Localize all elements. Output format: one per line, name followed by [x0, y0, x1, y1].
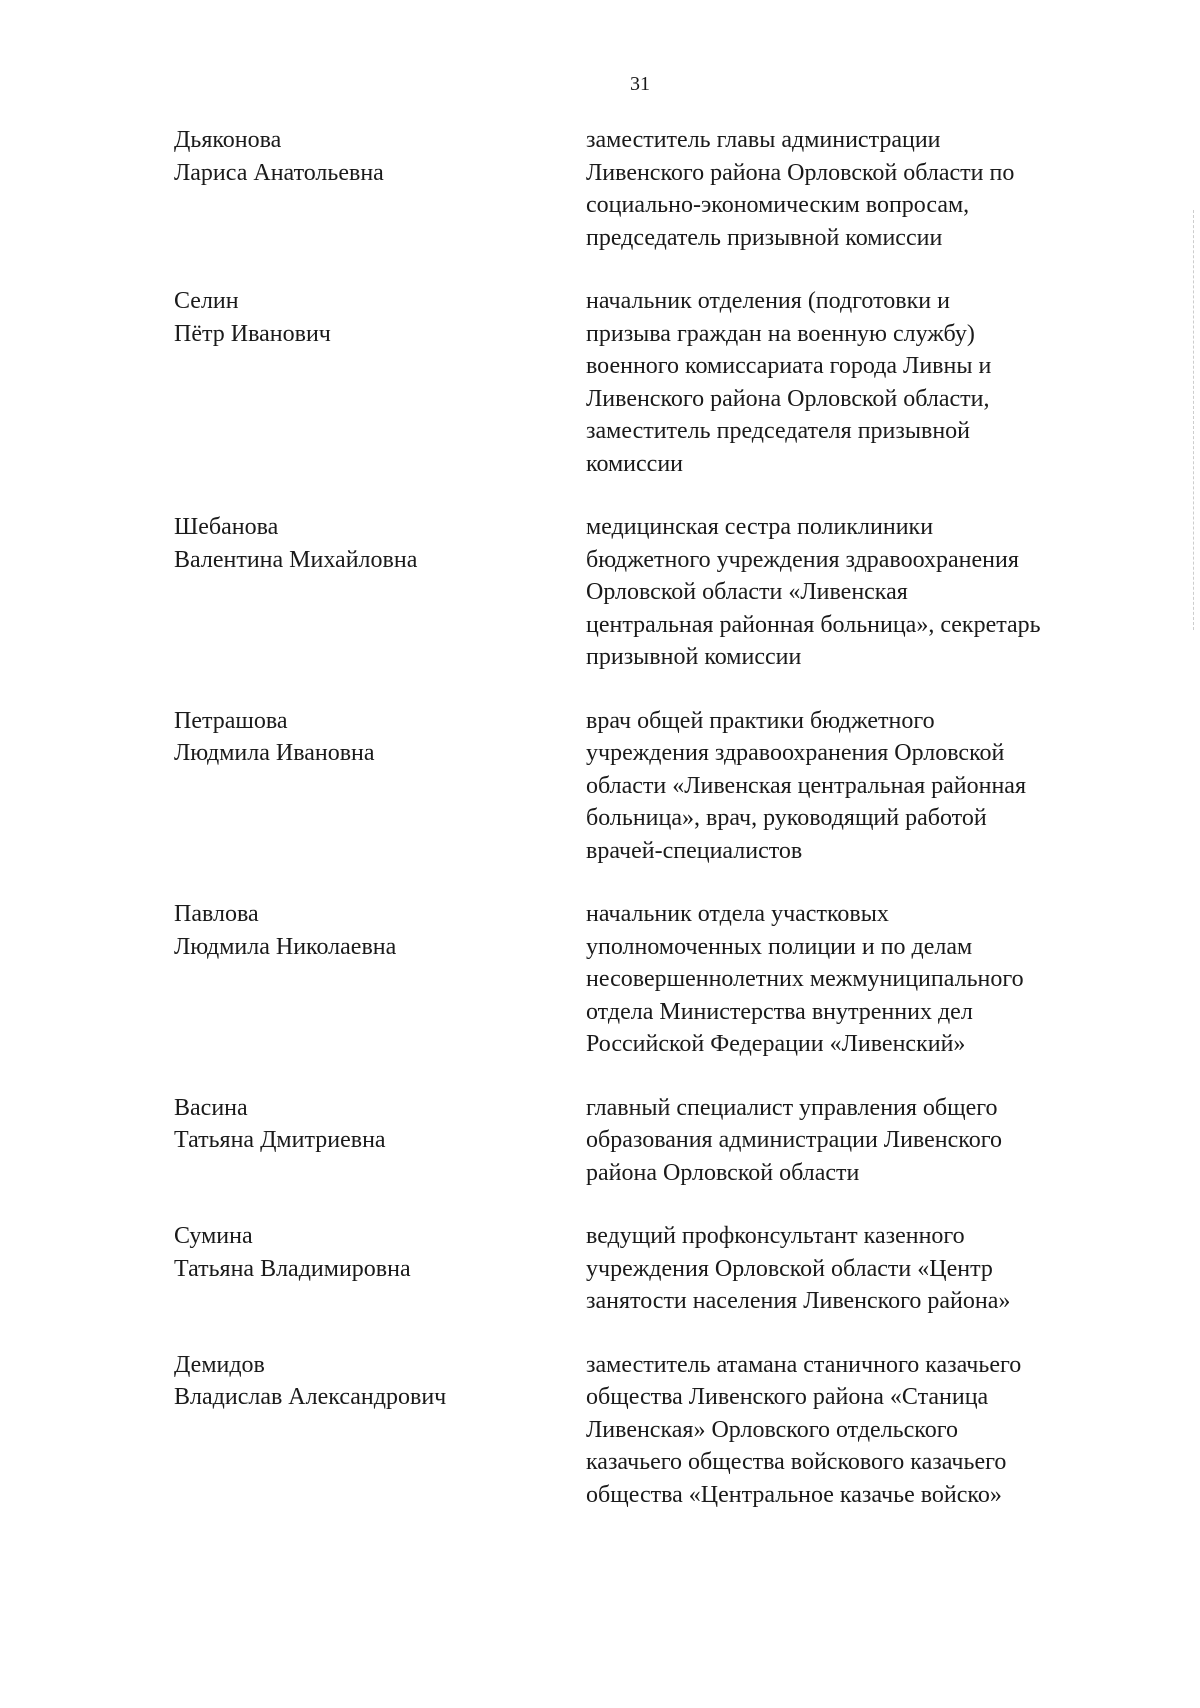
- member-position: [586, 1220, 1126, 1318]
- member-given-names: Людмила Николаевна: [174, 933, 397, 960]
- member-given-names: Татьяна Владимировна: [174, 1255, 411, 1282]
- position-line: заместитель главы администрации: [586, 127, 941, 153]
- member-name: [174, 898, 586, 963]
- member-entry: [174, 1220, 1134, 1318]
- position-line: образования администрации Ливенского: [586, 1127, 1002, 1153]
- member-position: [586, 124, 1126, 254]
- member-position: [586, 285, 1126, 480]
- member-given-names: Людмила Ивановна: [174, 740, 375, 766]
- member-entry: [174, 285, 1134, 480]
- position-line: заместитель атамана станичного казачьего: [586, 1351, 1022, 1378]
- member-name: [174, 705, 586, 770]
- member-surname: Павлова: [174, 901, 259, 927]
- member-position: [586, 1092, 1126, 1190]
- member-name: [174, 124, 586, 189]
- position-line: учреждения Орловской области «Центр: [586, 1255, 993, 1282]
- position-line: медицинская сестра поликлиники: [586, 514, 934, 540]
- position-line: несовершеннолетних межмуниципального: [586, 966, 1024, 992]
- position-line: центральная районная больница», секретарь: [586, 611, 1041, 638]
- position-line: призыва граждан на военную службу): [586, 320, 975, 347]
- member-entry: [174, 705, 1134, 868]
- position-line: врачей-специалистов: [586, 837, 803, 864]
- position-line: заместитель председателя призывной: [586, 418, 970, 444]
- member-surname: Демидов: [174, 1351, 265, 1378]
- member-name: [174, 285, 586, 350]
- position-line: комиссии: [586, 450, 684, 477]
- position-line: общества Ливенского района «Станица: [586, 1384, 989, 1410]
- position-line: больница», врач, руководящий работой: [586, 805, 987, 831]
- member-surname: Шебанова: [174, 514, 279, 540]
- position-line: ведущий профконсультант казенного: [586, 1223, 965, 1249]
- position-line: уполномоченных полиции и по делам: [586, 933, 973, 960]
- position-line: врач общей практики бюджетного: [586, 707, 935, 734]
- member-given-names: Валентина Михайловна: [174, 546, 418, 573]
- position-line: области «Ливенская центральная районная: [586, 772, 1026, 799]
- member-entry: [174, 1349, 1134, 1512]
- position-line: начальник отделения (подготовки и: [586, 288, 950, 314]
- position-line: военного комиссариата города Ливны и: [586, 353, 992, 379]
- member-surname: Дьяконова: [174, 127, 282, 153]
- member-position: [586, 1349, 1126, 1512]
- position-line: главный специалист управления общего: [586, 1094, 998, 1121]
- member-name: [174, 1220, 586, 1285]
- position-line: занятости населения Ливенского района»: [586, 1288, 1011, 1314]
- member-name: [174, 1092, 586, 1157]
- member-entry: [174, 898, 1134, 1061]
- position-line: Орловской области «Ливенская: [586, 579, 908, 605]
- member-entry: [174, 124, 1134, 254]
- member-name: [174, 511, 586, 576]
- page-number: 31: [630, 73, 650, 95]
- member-given-names: Пётр Иванович: [174, 320, 331, 347]
- position-line: Ливенская» Орловского отдельского: [586, 1416, 958, 1443]
- position-line: района Орловской области: [586, 1159, 860, 1186]
- member-entry: [174, 1092, 1134, 1190]
- member-surname: Сумина: [174, 1223, 253, 1249]
- position-line: учреждения здравоохранения Орловской: [586, 740, 1005, 766]
- position-line: казачьего общества войскового казачьего: [586, 1449, 1007, 1475]
- member-position: [586, 898, 1126, 1061]
- member-position: [586, 511, 1126, 674]
- position-line: общества «Центральное казачье войско»: [586, 1481, 1002, 1508]
- member-surname: Селин: [174, 288, 239, 314]
- member-surname: Петрашова: [174, 707, 288, 734]
- position-line: призывной комиссии: [586, 644, 802, 670]
- position-line: отдела Министерства внутренних дел: [586, 998, 973, 1025]
- member-position: [586, 705, 1126, 868]
- position-line: Ливенского района Орловской области по: [586, 159, 1015, 186]
- position-line: бюджетного учреждения здравоохранения: [586, 546, 1019, 573]
- position-line: Ливенского района Орловской области,: [586, 385, 990, 412]
- member-given-names: Лариса Анатольевна: [174, 159, 384, 186]
- member-entry: [174, 511, 1134, 674]
- position-line: Российской Федерации «Ливенский»: [586, 1031, 966, 1057]
- position-line: начальник отдела участковых: [586, 901, 889, 927]
- commission-member-list: [174, 124, 1134, 1511]
- member-name: [174, 1349, 586, 1414]
- member-surname: Васина: [174, 1094, 248, 1121]
- scan-edge-marks: [1193, 210, 1196, 630]
- position-line: социально-экономическим вопросам,: [586, 192, 970, 218]
- member-given-names: Владислав Александрович: [174, 1384, 447, 1410]
- position-line: председатель призывной комиссии: [586, 224, 943, 251]
- member-given-names: Татьяна Дмитриевна: [174, 1127, 386, 1153]
